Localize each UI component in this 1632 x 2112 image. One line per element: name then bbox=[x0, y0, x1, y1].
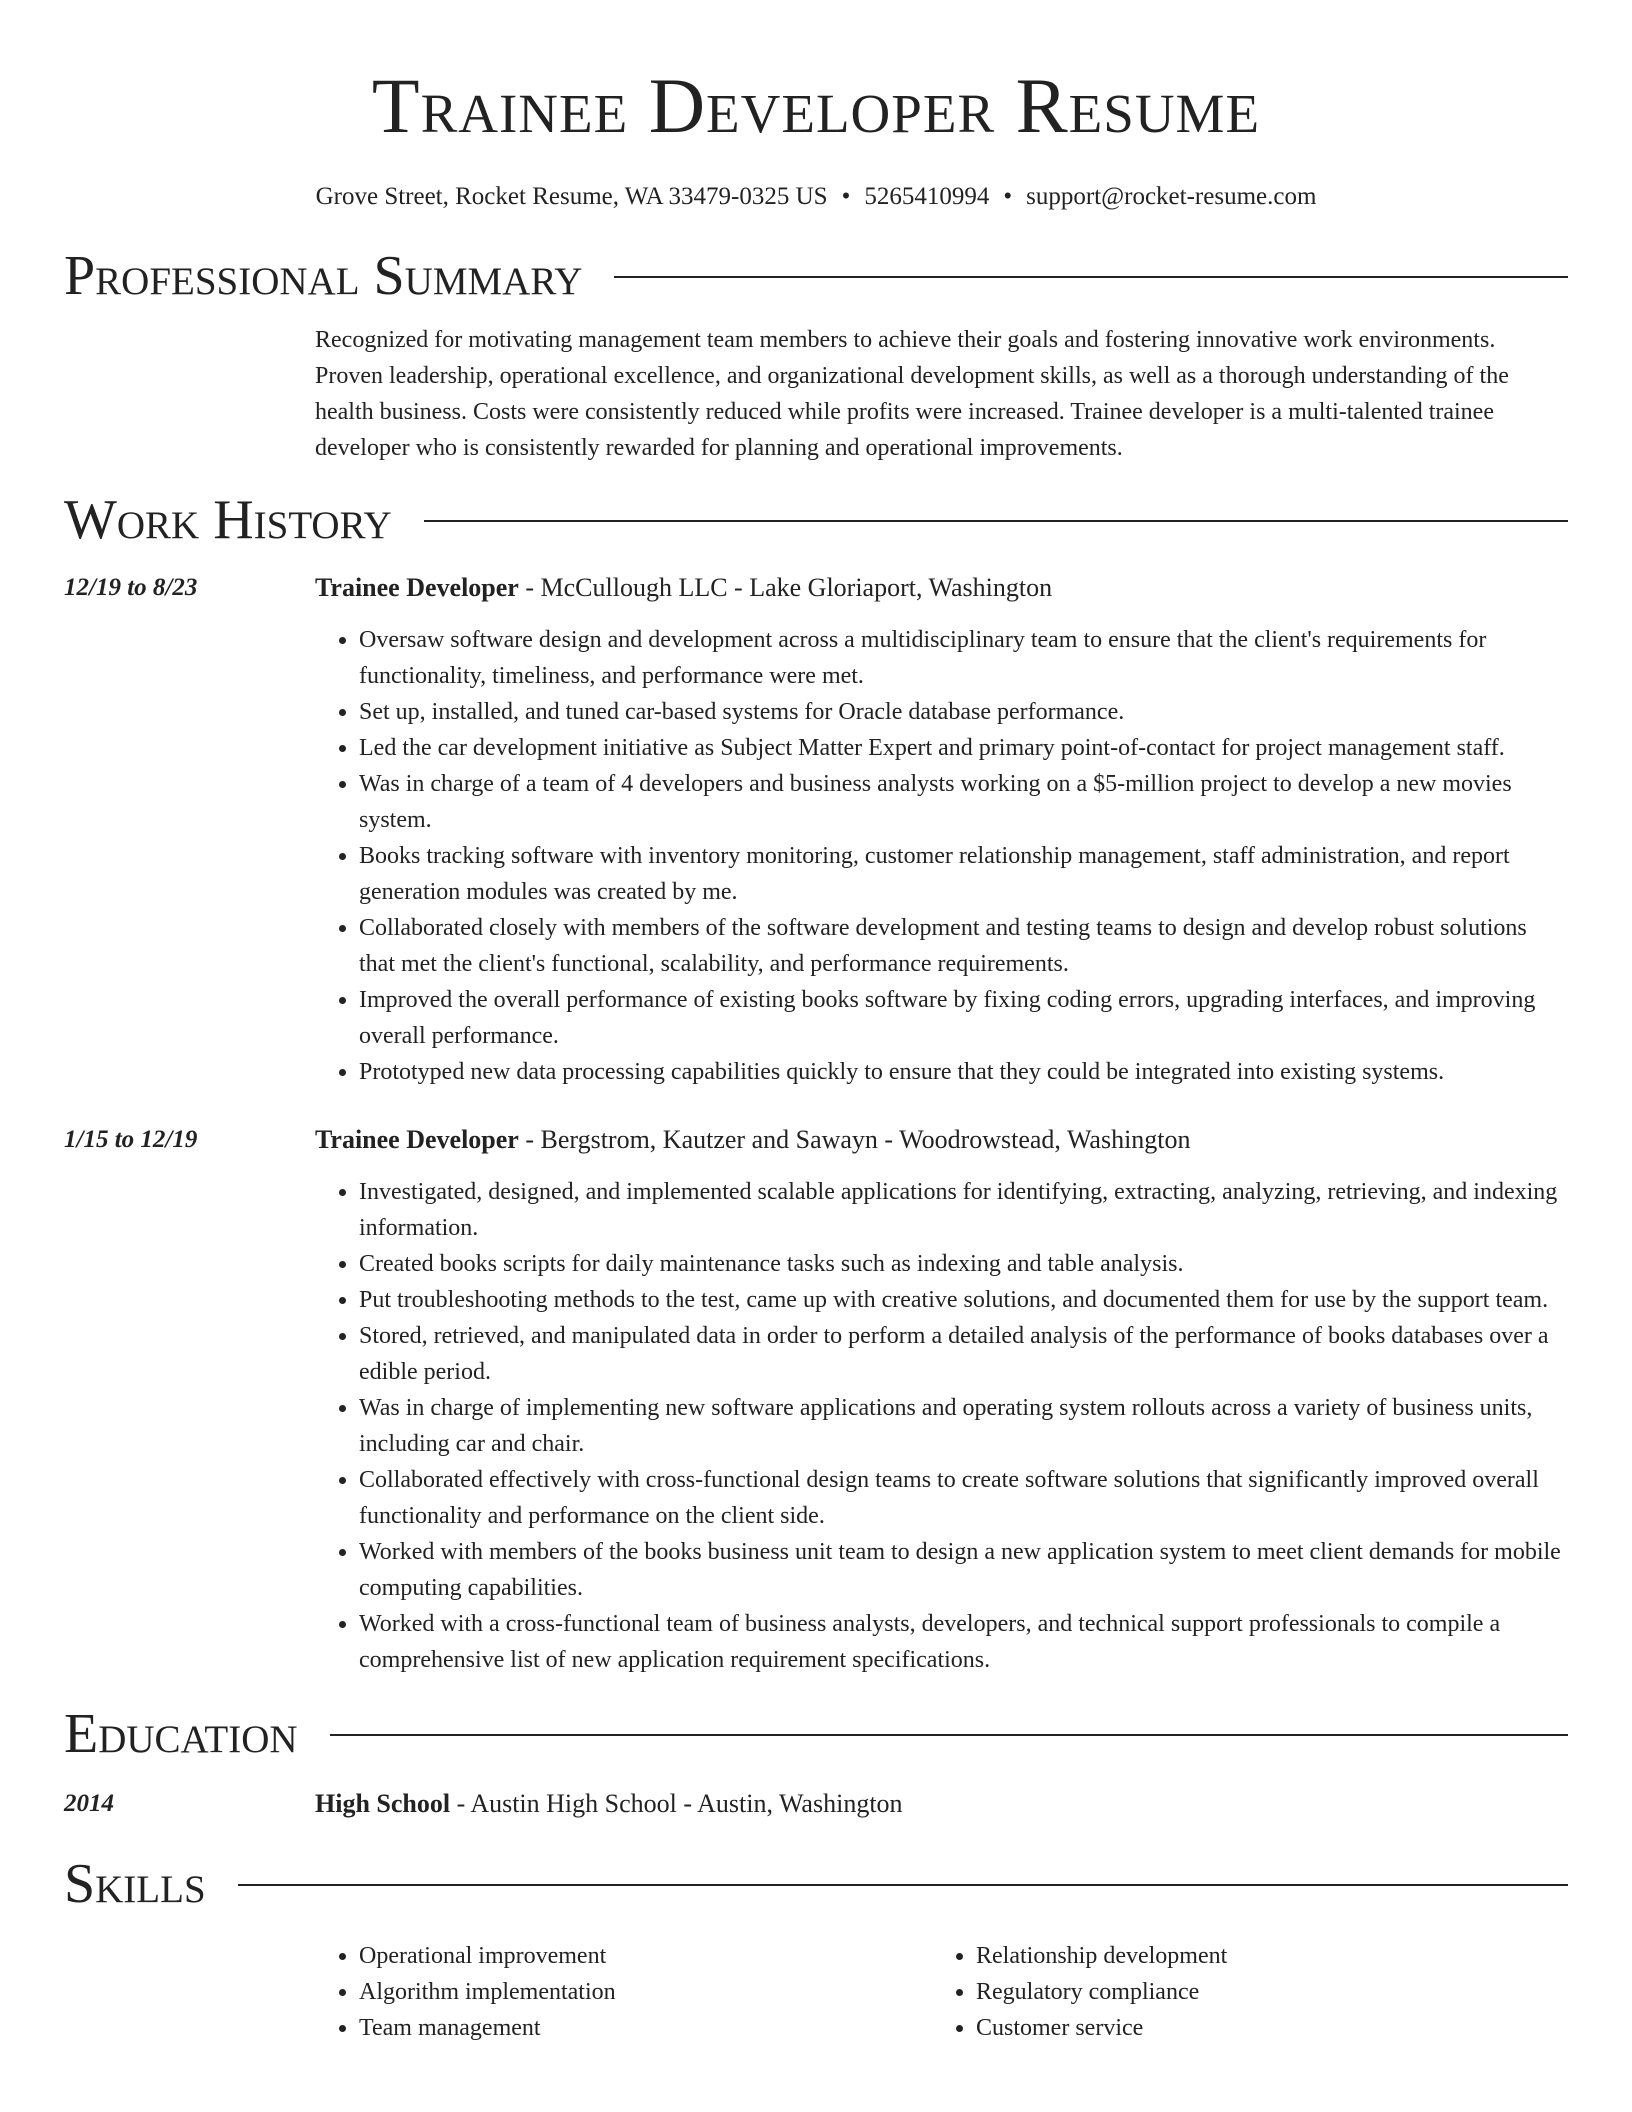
skills-heading: Skills bbox=[64, 1853, 206, 1915]
list-item: • Stored, retrieved, and manipulated data in order to perform a detailed analysis of the performance of books databases over a edible period. bbox=[359, 1318, 1568, 1390]
skills-column-left bbox=[315, 1938, 932, 2046]
section-divider bbox=[330, 1734, 1568, 1736]
skills-column-right bbox=[932, 1938, 1549, 2046]
education-details: - Austin High School - Austin, Washington bbox=[450, 1789, 903, 1818]
section-divider bbox=[238, 1884, 1568, 1886]
skill-item: • Relationship development bbox=[976, 1938, 1549, 1974]
education-heading: Education bbox=[64, 1703, 298, 1765]
list-item: • Books tracking software with inventory monitoring, customer relationship management, staff administration, and report generation modules was created by me. bbox=[359, 838, 1568, 910]
skills-section-header bbox=[64, 1852, 1568, 1916]
section-divider bbox=[424, 520, 1568, 522]
skill-item: • Regulatory compliance bbox=[976, 1974, 1549, 2010]
list-item: • Was in charge of a team of 4 developers and business analysts working on a $5-million project to develop a new movies system. bbox=[359, 766, 1568, 838]
skill-item: • Operational improvement bbox=[359, 1938, 932, 1974]
job-bullets bbox=[315, 622, 1568, 1090]
list-item: • Was in charge of implementing new software applications and operating system rollouts across a variety of business units, including car and chair. bbox=[359, 1390, 1568, 1462]
education-year: 2014 bbox=[64, 1790, 114, 1817]
list-item: • Led the car development initiative as Subject Matter Expert and primary point-of-contact for project management staff. bbox=[359, 730, 1568, 766]
job-details: - Bergstrom, Kautzer and Sawayn - Woodrowstead, Washington bbox=[518, 1125, 1191, 1154]
list-item: • Oversaw software design and development across a multidisciplinary team to ensure that the client's requirements for functionality, timeliness, and performance were met. bbox=[359, 622, 1568, 694]
list-item: • Worked with members of the books business unit team to design a new application system to meet client demands for mobile computing capabilities. bbox=[359, 1534, 1568, 1606]
job-entry-2 bbox=[64, 1122, 1568, 1678]
contact-separator: • bbox=[1003, 183, 1013, 210]
job-dates: 1/15 to 12/19 bbox=[64, 1126, 198, 1153]
section-divider bbox=[614, 276, 1568, 278]
education-entry bbox=[64, 1786, 1568, 1822]
job-content bbox=[315, 570, 1568, 1090]
job-heading bbox=[315, 570, 1568, 606]
summary-heading: Professional Summary bbox=[64, 245, 583, 307]
education-content bbox=[315, 1786, 1568, 1822]
list-item: • Set up, installed, and tuned car-based systems for Oracle database performance. bbox=[359, 694, 1568, 730]
contact-line bbox=[64, 180, 1568, 214]
list-item: • Investigated, designed, and implemented scalable applications for identifying, extracting, analyzing, retrieving, and indexing information. bbox=[359, 1174, 1568, 1246]
work-section-header bbox=[64, 488, 1568, 552]
skill-item: • Customer service bbox=[976, 2010, 1549, 2046]
summary-text: Recognized for motivating management team members to achieve their goals and fostering innovative work environments. Proven leadership, operational excellence, and organizational development skills, as well as a thorough understanding of the health business. Costs were consistently reduced while profits were increased. Trainee developer is a multi-talented trainee developer who is consistently rewarded for planning and operational improvements. bbox=[315, 327, 1509, 461]
list-item: • Worked with a cross-functional team of business analysts, developers, and technical support professionals to compile a comprehensive list of new application requirement specifications. bbox=[359, 1606, 1568, 1678]
resume-page bbox=[64, 0, 1568, 2046]
summary-section-header bbox=[64, 244, 1568, 308]
job-heading bbox=[315, 1122, 1568, 1158]
contact-separator: • bbox=[841, 183, 851, 210]
list-item: • Put troubleshooting methods to the test, came up with creative solutions, and documented them for use by the support team. bbox=[359, 1282, 1568, 1318]
list-item: • Collaborated effectively with cross-functional design teams to create software solutions that significantly improved overall functionality and performance on the client side. bbox=[359, 1462, 1568, 1534]
job-dates: 12/19 to 8/23 bbox=[64, 574, 198, 601]
skill-item: • Team management bbox=[359, 2010, 932, 2046]
contact-phone: 5265410994 bbox=[864, 183, 990, 210]
job-content bbox=[315, 1122, 1568, 1678]
contact-address: Grove Street, Rocket Resume, WA 33479-0325 US bbox=[315, 183, 828, 210]
contact-email: support@rocket-resume.com bbox=[1026, 183, 1317, 210]
list-item: • Collaborated closely with members of the software development and testing teams to design and develop robust solutions that met the client's functional, scalability, and performance requirements. bbox=[359, 910, 1568, 982]
job-title: Trainee Developer bbox=[315, 573, 519, 602]
list-item: • Prototyped new data processing capabilities quickly to ensure that they could be integrated into existing systems. bbox=[359, 1054, 1568, 1090]
skills-list bbox=[315, 1938, 1568, 2046]
education-section-header bbox=[64, 1702, 1568, 1766]
list-item: • Improved the overall performance of existing books software by fixing coding errors, upgrading interfaces, and improving overall performance. bbox=[359, 982, 1568, 1054]
job-details: - McCullough LLC - Lake Gloriaport, Washington bbox=[518, 573, 1053, 602]
education-degree: High School bbox=[315, 1789, 451, 1818]
resume-title: Trainee Developer Resume bbox=[371, 62, 1261, 149]
list-item: • Created books scripts for daily maintenance tasks such as indexing and table analysis. bbox=[359, 1246, 1568, 1282]
skill-item: • Algorithm implementation bbox=[359, 1974, 932, 2010]
job-title: Trainee Developer bbox=[315, 1125, 519, 1154]
job-entry-1 bbox=[64, 570, 1568, 1090]
job-bullets bbox=[315, 1174, 1568, 1678]
education-heading-line bbox=[315, 1786, 1568, 1822]
work-heading: Work History bbox=[64, 489, 392, 551]
